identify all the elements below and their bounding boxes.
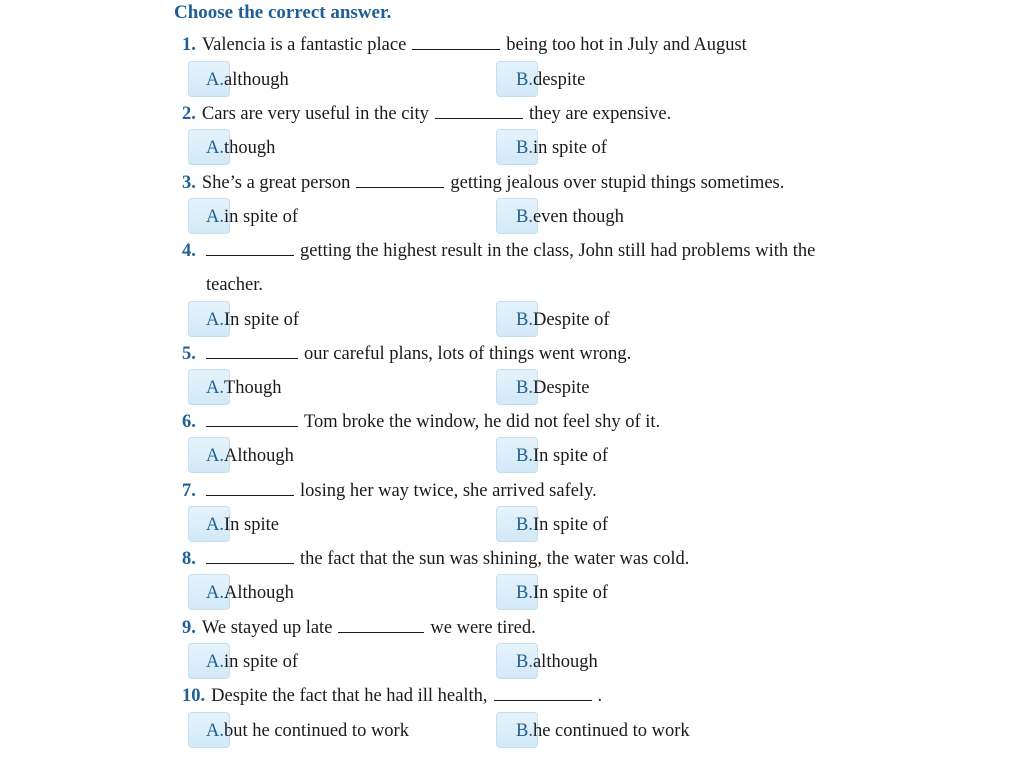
option-text: in spite of: [224, 207, 298, 227]
option-letter: A.: [206, 652, 224, 672]
question-text-before: She’s a great person: [201, 173, 351, 193]
option-text: in spite of: [532, 138, 607, 158]
option-text: he continued to work: [532, 721, 690, 741]
option-text: even though: [532, 207, 624, 227]
option-a[interactable]: [188, 514, 279, 536]
option-b[interactable]: [496, 582, 608, 604]
option-text: though: [224, 138, 276, 158]
question-text-before: Despite the fact that he had ill health,: [211, 686, 488, 706]
option-text: although: [224, 70, 289, 90]
question-text-after: .: [597, 686, 603, 706]
question-number: 1.: [182, 35, 196, 55]
answer-blank: [412, 34, 500, 50]
option-text: Although: [224, 446, 294, 466]
option-text: Although: [224, 583, 294, 603]
answer-blank: [494, 685, 592, 701]
option-letter: B.: [516, 515, 533, 535]
option-letter: B.: [516, 583, 533, 603]
option-text: Though: [224, 378, 282, 398]
question-1: [182, 34, 747, 56]
question-text-after: the fact that the sun was shining, the water was cold.: [300, 549, 690, 569]
option-letter: A.: [206, 310, 224, 330]
worksheet-title: Choose the correct answer.: [174, 2, 392, 23]
question-number: 10.: [182, 686, 206, 706]
option-letter: B.: [516, 652, 533, 672]
question-number: 9.: [182, 618, 196, 638]
option-a[interactable]: [188, 582, 294, 604]
option-text: In spite of: [224, 310, 300, 330]
question-text-after: Tom broke the window, he did not feel shy of it.: [304, 412, 661, 432]
option-letter: B.: [516, 310, 533, 330]
question-9: [182, 617, 536, 639]
option-a[interactable]: [188, 651, 298, 673]
option-letter: B.: [516, 446, 533, 466]
option-b[interactable]: [496, 651, 598, 673]
option-letter: B.: [516, 138, 533, 158]
question-5: [182, 343, 631, 365]
question-text-after: we were tired.: [430, 618, 536, 638]
answer-blank: [356, 172, 444, 188]
option-letter: A.: [206, 446, 224, 466]
option-b[interactable]: [496, 69, 586, 91]
question-6: [182, 411, 660, 433]
option-text: although: [532, 652, 598, 672]
question-number: 4.: [182, 241, 196, 261]
option-text: despite: [532, 70, 586, 90]
question-text-after: losing her way twice, she arrived safely.: [300, 481, 597, 501]
option-letter: A.: [206, 515, 224, 535]
answer-blank: [206, 240, 294, 256]
option-text: Despite: [532, 378, 590, 398]
question-number: 7.: [182, 481, 196, 501]
option-text: in spite of: [224, 652, 298, 672]
question-number: 8.: [182, 549, 196, 569]
option-a[interactable]: [188, 206, 298, 228]
question-4: [182, 240, 815, 262]
option-letter: A.: [206, 207, 224, 227]
question-3: [182, 172, 784, 194]
option-b[interactable]: [496, 445, 608, 467]
question-text-after: getting jealous over stupid things sometimes.: [450, 173, 785, 193]
option-text: In spite of: [532, 583, 608, 603]
option-letter: A.: [206, 70, 224, 90]
question-4-continuation: teacher.: [206, 275, 263, 295]
question-text-before: Cars are very useful in the city: [201, 104, 429, 124]
option-letter: A.: [206, 721, 224, 741]
option-text: In spite of: [532, 515, 608, 535]
question-number: 5.: [182, 344, 196, 364]
question-text-after: getting the highest result in the class, John still had problems with the: [300, 241, 816, 261]
option-letter: A.: [206, 138, 224, 158]
option-b[interactable]: [496, 309, 610, 331]
option-b[interactable]: [496, 206, 624, 228]
option-letter: A.: [206, 583, 224, 603]
option-b[interactable]: [496, 720, 690, 742]
option-a[interactable]: [188, 720, 409, 742]
option-a[interactable]: [188, 445, 294, 467]
question-2: [182, 103, 671, 125]
option-a[interactable]: [188, 69, 289, 91]
option-letter: B.: [516, 378, 533, 398]
question-number: 6.: [182, 412, 196, 432]
answer-blank: [435, 103, 523, 119]
answer-blank: [206, 548, 294, 564]
option-text: In spite of: [532, 446, 608, 466]
option-b[interactable]: [496, 377, 590, 399]
option-letter: B.: [516, 721, 533, 741]
option-a[interactable]: [188, 137, 276, 159]
question-text-after: our careful plans, lots of things went wrong.: [304, 344, 632, 364]
question-number: 2.: [182, 104, 196, 124]
option-letter: B.: [516, 70, 533, 90]
option-b[interactable]: [496, 514, 608, 536]
question-text-after: being too hot in July and August: [506, 35, 747, 55]
option-letter: B.: [516, 207, 533, 227]
option-text: Despite of: [532, 310, 610, 330]
option-a[interactable]: [188, 309, 300, 331]
question-text-after: they are expensive.: [528, 104, 672, 124]
question-7: [182, 480, 597, 502]
answer-blank: [206, 480, 294, 496]
question-text-before: We stayed up late: [201, 618, 333, 638]
question-10: [182, 685, 602, 707]
option-letter: A.: [206, 378, 224, 398]
answer-blank: [206, 411, 298, 427]
option-b[interactable]: [496, 137, 607, 159]
question-number: 3.: [182, 173, 196, 193]
option-text: In spite: [224, 515, 279, 535]
answer-blank: [338, 617, 424, 633]
question-8: [182, 548, 689, 570]
option-text: but he continued to work: [224, 721, 409, 741]
question-text-before: Valencia is a fantastic place: [201, 35, 407, 55]
option-a[interactable]: [188, 377, 282, 399]
answer-blank: [206, 343, 298, 359]
